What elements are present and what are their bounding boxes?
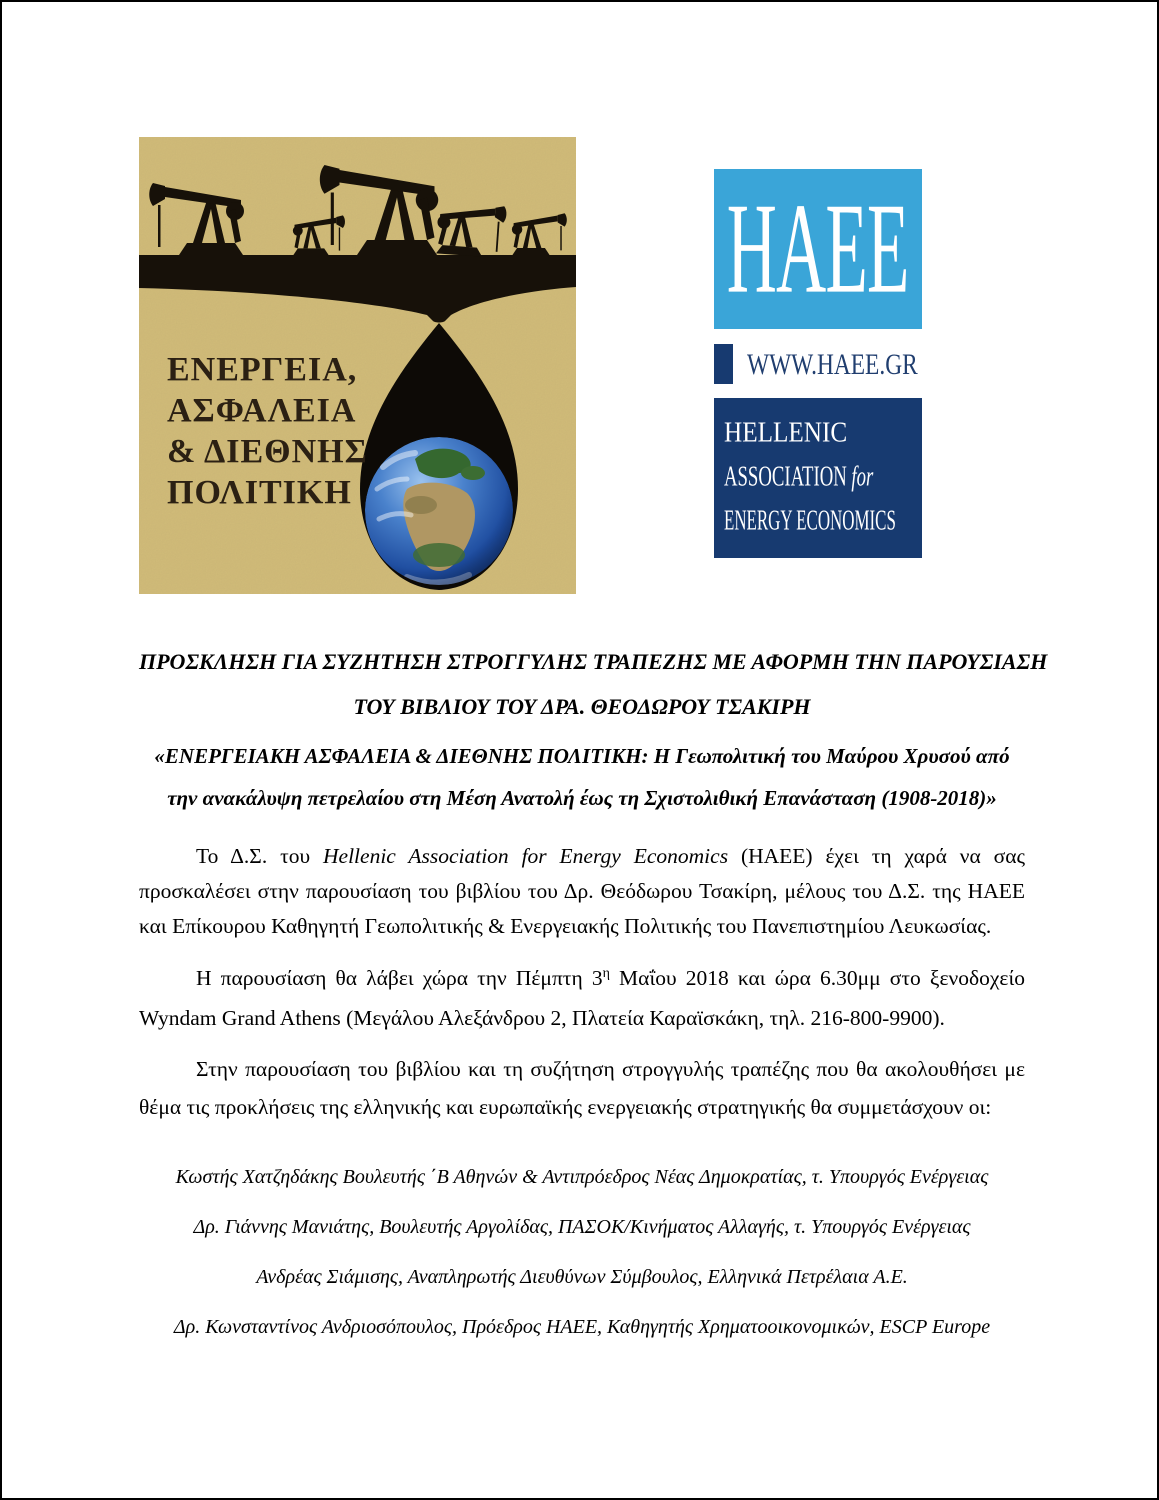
paragraph-panel-intro: Στην παρουσίαση του βιβλίου και τη συζήτηση στρογγυλής τραπέζης που θα ακολουθήσει με θέμα τις προκλήσεις της ελληνικής και ευρωπαϊκής ενεργειακής στρατηγικής θα συμμετάσχουν οι:: [139, 1057, 1025, 1120]
speaker-item: Ανδρέας Σιάμισης, Αναπληρωτής Διευθύνων Σύμβουλος, Ελληνικά Πετρέλαια Α.Ε.: [256, 1266, 908, 1289]
paragraph-event-details: Η παρουσίαση θα λάβει χώρα την Πέμπτη $3^\eta$ Μαΐου 2018 και ώρα 6.30μμ στο ξενοδοχείο Wyndam Grand Athens (Μεγάλου Αλεξάνδρου 2, Πλατεία Καραϊσκάκη, τηλ. 216-800-9900).: [139, 966, 1025, 1031]
book-title-subtitle: [139, 735, 1025, 819]
haee-website-text: WWW.HAEE.GR: [747, 347, 918, 381]
ordinal-superscript: η: [602, 966, 610, 981]
invitation-title-line1: ΠΡΟΣΚΛΗΣΗ ΓΙΑ ΣΥΖΗΤΗΣΗ ΣΤΡΟΓΓΥΛΗΣ ΤΡΑΠΕΖΗΣ ΜΕ ΑΦΟΡΜΗ ΤΗΝ ΠΑΡΟΥΣΙΑΣΗ: [139, 649, 1048, 674]
haee-logo: [714, 169, 922, 558]
haee-acronym-text: HAEE: [727, 176, 909, 321]
book-cover-image: [139, 137, 576, 594]
org-name-italic: Hellenic Association for Energy Economics: [323, 844, 729, 868]
subtitle-line2: την ανακάλυψη πετρελαίου στη Μέση Ανατολή έως τη Σχιστολιθική Επανάσταση (1908-2018)»: [167, 786, 997, 810]
invitation-title-line2: ΤΟΥ ΒΙΒΛΙΟΥ ΤΟΥ ΔΡΑ. ΘΕΟΔΩΡΟΥ ΤΣΑΚΙΡΗ: [353, 694, 811, 719]
logo-square-bullet: [714, 344, 733, 384]
book-cover-title: [167, 349, 368, 513]
invitation-body: [139, 639, 1048, 1352]
globe-in-drop: [365, 437, 513, 585]
speaker-item: Δρ. Γιάννης Μανιάτης, Βουλευτής Αργολίδας, ΠΑΣΟΚ/Κινήματος Αλλαγής, τ. Υπουργός Ενέργειας: [193, 1216, 971, 1239]
cover-title-line: ΑΣΦΑΛΕΙΑ: [167, 392, 357, 429]
org-name-line: ASSOCIATION for: [724, 460, 874, 492]
haee-website-strip: [714, 342, 922, 386]
cover-title-line: & ΔΙΕΘΝΗΣ: [167, 433, 368, 470]
speaker-item: Δρ. Κωνσταντίνος Ανδριοσόπουλος, Πρόεδρος ΗΑΕΕ, Καθηγητής Χρηματοοικονομικών, ESCP Europe: [173, 1316, 991, 1339]
haee-acronym-box: [714, 169, 922, 329]
subtitle-line1: «ΕΝΕΡΓΕΙΑΚΗ ΑΣΦΑΛΕΙΑ & ΔΙΕΘΝΗΣ ΠΟΛΙΤΙΚΗ: Η Γεωπολιτική του Μαύρου Χρυσού από: [154, 744, 1010, 768]
speaker-list: [139, 1152, 1025, 1352]
haee-org-name-box: [714, 398, 922, 558]
cover-title-line: ΠΟΛΙΤΙΚΗ: [167, 474, 352, 511]
invitation-title: [139, 639, 1048, 729]
org-name-line: ENERGY ECONOMICS: [724, 504, 896, 536]
speaker-item: Κωστής Χατζηδάκης Βουλευτής ΄Β Αθηνών & Αντιπρόεδρος Νέας Δημοκρατίας, τ. Υπουργός Ενέργειας: [175, 1166, 989, 1189]
paragraph-invitation: Το Δ.Σ. του Hellenic Association for Energy Economics (ΗΑΕΕ) έχει τη χαρά να σας προσκαλέσει στην παρουσίαση του βιβλίου του Δρ. Θεόδωρου Τσακίρη, μέλους του Δ.Σ. της ΗΑΕΕ και Επίκουρου Καθηγητή Γεωπολιτικής & Ενεργειακής Πολιτικής του Πανεπιστημίου Λευκωσίας.: [139, 844, 1025, 938]
org-name-line: HELLENIC: [724, 416, 848, 448]
cover-title-line: ΕΝΕΡΓΕΙΑ,: [167, 351, 358, 388]
